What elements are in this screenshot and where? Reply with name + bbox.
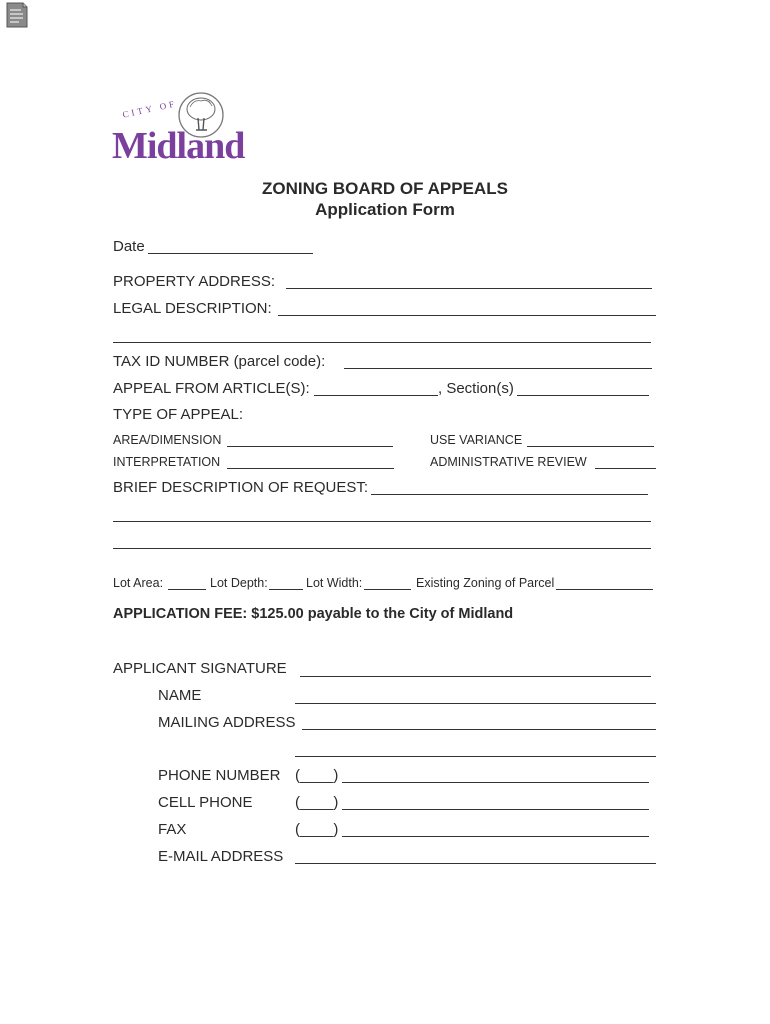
appeal-from-label: APPEAL FROM ARTICLE(S): [113, 380, 310, 397]
brief-description-label: BRIEF DESCRIPTION OF REQUEST: [113, 479, 369, 496]
interpretation-label: INTERPRETATION [113, 455, 221, 469]
tax-id-label: TAX ID NUMBER (parcel code): [113, 353, 326, 370]
appeal-article-field[interactable] [314, 395, 438, 396]
use-variance-field[interactable] [527, 446, 654, 447]
logo-name: Midland [112, 125, 245, 167]
tax-id-field[interactable] [344, 368, 652, 369]
document-icon [6, 2, 28, 28]
lot-area-field[interactable] [168, 589, 206, 590]
legal-description-label: LEGAL DESCRIPTION: [113, 300, 272, 317]
name-label: NAME [158, 687, 202, 704]
fax-area-code[interactable]: (____) [295, 821, 339, 838]
lot-depth-label: Lot Depth: [210, 576, 268, 590]
brief-description-field[interactable] [371, 494, 648, 495]
page-title: ZONING BOARD OF APPEALS [262, 179, 508, 198]
mailing-address-label: MAILING ADDRESS [158, 714, 296, 731]
brief-description-field-2[interactable] [113, 521, 651, 522]
administrative-review-label: ADMINISTRATIVE REVIEW [430, 455, 587, 469]
applicant-signature-label: APPLICANT SIGNATURE [113, 660, 287, 677]
phone-field[interactable] [342, 782, 649, 783]
city-logo [108, 90, 245, 168]
property-address-label: PROPERTY ADDRESS: [113, 273, 275, 290]
email-field[interactable] [295, 863, 656, 864]
legal-description-field[interactable] [278, 315, 656, 316]
property-address-field[interactable] [286, 288, 652, 289]
sections-field[interactable] [517, 395, 649, 396]
lot-width-label: Lot Width: [306, 576, 363, 590]
administrative-review-field[interactable] [595, 468, 656, 469]
mailing-address-field[interactable] [302, 729, 656, 730]
date-field[interactable] [148, 253, 313, 254]
fax-field[interactable] [342, 836, 649, 837]
legal-description-field-2[interactable] [113, 342, 651, 343]
sections-label: , Section(s) [438, 380, 514, 397]
brief-description-field-3[interactable] [113, 548, 651, 549]
page-subtitle: Application Form [315, 200, 455, 219]
type-of-appeal-label: TYPE OF APPEAL: [113, 406, 244, 423]
interpretation-field[interactable] [227, 468, 394, 469]
phone-area-code[interactable]: (____) [295, 767, 339, 784]
existing-zoning-label: Existing Zoning of Parcel [416, 576, 555, 590]
applicant-signature-field[interactable] [300, 676, 651, 677]
fax-label: FAX [158, 821, 187, 838]
logo-city-of: CITY OF [121, 98, 178, 120]
area-dimension-label: AREA/DIMENSION [113, 433, 222, 447]
name-field[interactable] [295, 703, 656, 704]
cell-label: CELL PHONE [158, 794, 253, 811]
lot-depth-field[interactable] [269, 589, 303, 590]
phone-label: PHONE NUMBER [158, 767, 281, 784]
existing-zoning-field[interactable] [556, 589, 653, 590]
mailing-address-field-2[interactable] [295, 756, 656, 757]
use-variance-label: USE VARIANCE [430, 433, 523, 447]
date-label: Date [113, 238, 145, 255]
lot-area-label: Lot Area: [113, 576, 164, 590]
email-label: E-MAIL ADDRESS [158, 848, 284, 865]
application-fee: APPLICATION FEE: $125.00 payable to the City of Midland [113, 606, 514, 622]
area-dimension-field[interactable] [227, 446, 393, 447]
lot-width-field[interactable] [364, 589, 411, 590]
cell-field[interactable] [342, 809, 649, 810]
cell-area-code[interactable]: (____) [295, 794, 339, 811]
